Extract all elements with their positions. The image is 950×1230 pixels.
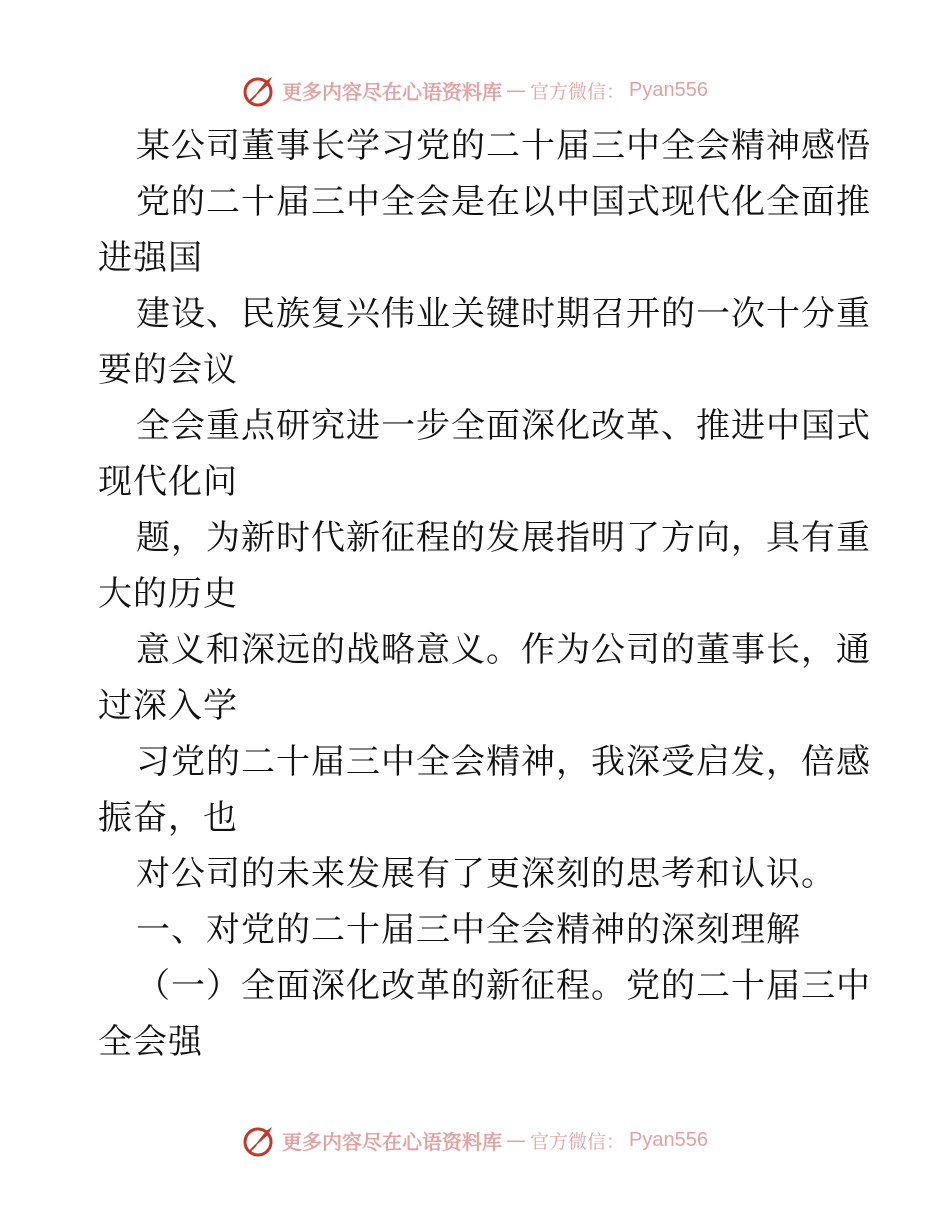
text-line: 党的二十届三中全会是在以中国式现代化全面推 [136, 182, 871, 222]
text-line: 对公司的未来发展有了更深刻的思考和认识。 [136, 854, 836, 894]
footer-watermark [0, 1120, 950, 1160]
text-line: 全会强 [98, 1022, 203, 1062]
section-heading: 一、对党的二十届三中全会精神的深刻理解 [136, 910, 801, 950]
text-line: 要的会议 [98, 350, 238, 390]
watermark-account: Pyan556 [629, 78, 708, 101]
text-line: 题，为新时代新征程的发展指明了方向，具有重 [136, 518, 871, 558]
watermark-label: 官方微信： [530, 80, 626, 103]
text-line: 过深入学 [98, 686, 238, 726]
text-line: 大的历史 [98, 574, 238, 614]
text-line: 全会重点研究进一步全面深化改革、推进中国式 [136, 406, 871, 446]
text-line: 建设、民族复兴伟业关键时期召开的一次十分重 [136, 294, 871, 334]
text-line: 现代化问 [98, 462, 238, 502]
watermark-main-text: 更多内容尽在心语资料库 [282, 79, 502, 104]
text-line: 振奋，也 [98, 798, 238, 838]
watermark-separator: — [506, 1128, 526, 1152]
header-watermark [0, 70, 950, 110]
quill-logo-icon [242, 73, 278, 107]
watermark-label: 官方微信： [530, 1130, 626, 1153]
text-line: 进强国 [98, 238, 203, 278]
watermark-main-text: 更多内容尽在心语资料库 [282, 1129, 502, 1154]
document-body [98, 118, 871, 1070]
text-line: 意义和深远的战略意义。作为公司的董事长，通 [136, 630, 871, 670]
document-title: 某公司董事长学习党的二十届三中全会精神感悟 [136, 126, 871, 166]
watermark-separator: — [506, 78, 526, 102]
text-line: 习党的二十届三中全会精神，我深受启发，倍感 [136, 742, 871, 782]
quill-logo-icon [242, 1123, 278, 1157]
subsection-heading: （一）全面深化改革的新征程。党的二十届三中 [136, 966, 871, 1006]
watermark-account: Pyan556 [629, 1128, 708, 1151]
